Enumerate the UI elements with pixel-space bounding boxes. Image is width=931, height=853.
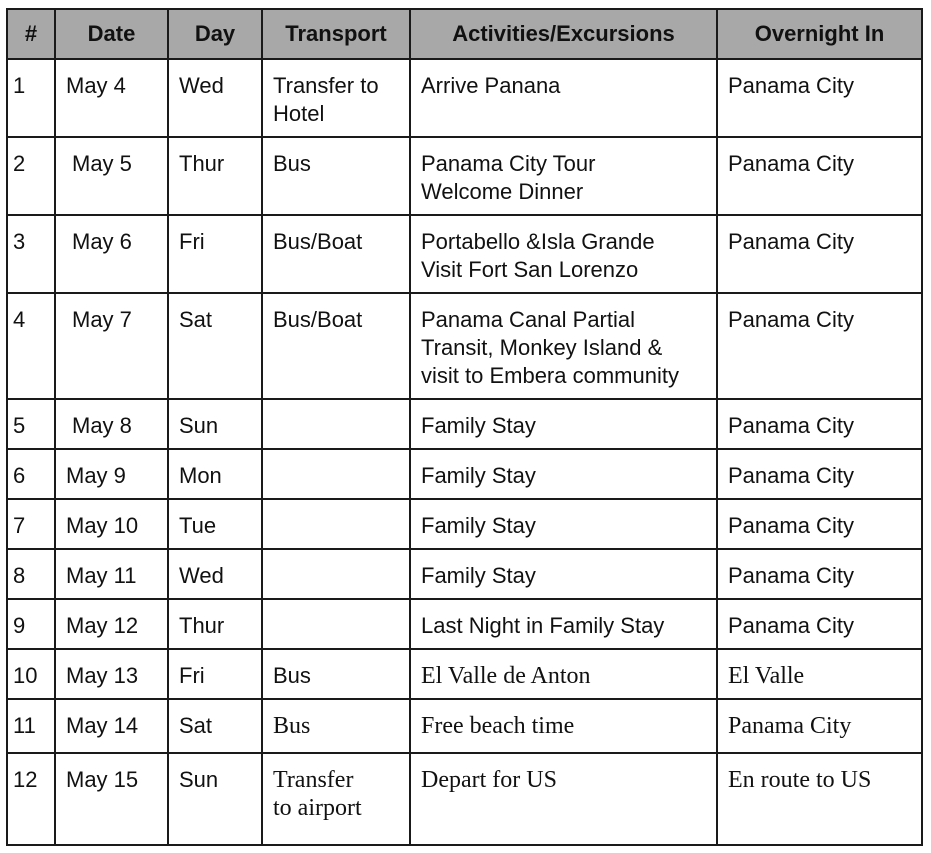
header-date: Date bbox=[55, 9, 168, 59]
row-transport bbox=[262, 499, 410, 549]
row-overnight: Panama City bbox=[717, 549, 922, 599]
row-number: 12 bbox=[7, 753, 55, 845]
activity-line: Visit Fort San Lorenzo bbox=[421, 257, 639, 282]
table-row bbox=[7, 293, 922, 399]
row-number: 8 bbox=[7, 549, 55, 599]
row-day: Thur bbox=[168, 599, 262, 649]
itinerary-table bbox=[6, 8, 923, 846]
row-day: Fri bbox=[168, 649, 262, 699]
row-activities bbox=[410, 293, 717, 399]
header-row bbox=[7, 9, 922, 59]
table-row bbox=[7, 649, 922, 699]
row-activities bbox=[410, 137, 717, 215]
row-number: 1 bbox=[7, 59, 55, 137]
table-row bbox=[7, 753, 922, 845]
row-overnight: Panama City bbox=[717, 599, 922, 649]
row-activities: Free beach time bbox=[410, 699, 717, 753]
row-transport: Bus bbox=[262, 699, 410, 753]
row-number: 10 bbox=[7, 649, 55, 699]
row-day: Sun bbox=[168, 399, 262, 449]
row-date: May 5 bbox=[55, 137, 168, 215]
row-transport bbox=[262, 59, 410, 137]
transport-line: to airport bbox=[273, 795, 362, 821]
activity-line: Panama Canal Partial bbox=[421, 307, 636, 332]
row-activities bbox=[410, 215, 717, 293]
row-overnight: Panama City bbox=[717, 499, 922, 549]
row-activities bbox=[410, 753, 717, 845]
activity-line: visit to Embera community bbox=[421, 363, 679, 388]
table-row bbox=[7, 549, 922, 599]
row-day: Wed bbox=[168, 549, 262, 599]
row-date: May 14 bbox=[55, 699, 168, 753]
row-date: May 7 bbox=[55, 293, 168, 399]
row-day: Thur bbox=[168, 137, 262, 215]
table-row bbox=[7, 449, 922, 499]
activity-line: Welcome Dinner bbox=[421, 179, 584, 204]
row-overnight: El Valle bbox=[717, 649, 922, 699]
row-day: Fri bbox=[168, 215, 262, 293]
row-day: Sat bbox=[168, 699, 262, 753]
row-activities bbox=[410, 59, 717, 137]
row-day: Mon bbox=[168, 449, 262, 499]
row-transport: Bus bbox=[262, 649, 410, 699]
row-activities: Family Stay bbox=[410, 399, 717, 449]
row-activities: Family Stay bbox=[410, 499, 717, 549]
row-date: May 9 bbox=[55, 449, 168, 499]
transport-line: Hotel bbox=[273, 101, 325, 126]
row-transport bbox=[262, 753, 410, 845]
row-number: 4 bbox=[7, 293, 55, 399]
row-day: Tue bbox=[168, 499, 262, 549]
row-date: May 8 bbox=[55, 399, 168, 449]
row-overnight: Panama City bbox=[717, 293, 922, 399]
activity-line: Transit, Monkey Island & bbox=[421, 335, 663, 360]
row-transport bbox=[262, 215, 410, 293]
row-date: May 13 bbox=[55, 649, 168, 699]
row-transport bbox=[262, 399, 410, 449]
row-overnight: Panama City bbox=[717, 215, 922, 293]
activity-line: Portabello &Isla Grande bbox=[421, 229, 655, 254]
row-transport bbox=[262, 137, 410, 215]
activity-line: Panama City Tour bbox=[421, 151, 596, 176]
header-day: Day bbox=[168, 9, 262, 59]
row-activities: Family Stay bbox=[410, 449, 717, 499]
activity-line: Arrive Panana bbox=[421, 73, 561, 98]
row-activities: Last Night in Family Stay bbox=[410, 599, 717, 649]
row-date: May 6 bbox=[55, 215, 168, 293]
row-overnight: En route to US bbox=[717, 753, 922, 845]
table-row bbox=[7, 499, 922, 549]
row-date: May 12 bbox=[55, 599, 168, 649]
row-date: May 15 bbox=[55, 753, 168, 845]
transport-line: Bus/Boat bbox=[273, 229, 363, 254]
transport-line: Transfer to bbox=[273, 73, 379, 98]
transport-line: Bus bbox=[273, 151, 311, 176]
row-number: 5 bbox=[7, 399, 55, 449]
table-row bbox=[7, 59, 922, 137]
row-number: 9 bbox=[7, 599, 55, 649]
table-row bbox=[7, 215, 922, 293]
table-row bbox=[7, 699, 922, 753]
activity-line: Depart for US bbox=[421, 767, 557, 793]
header-transport: Transport bbox=[262, 9, 410, 59]
transport-line: Transfer bbox=[273, 767, 354, 793]
row-activities: Family Stay bbox=[410, 549, 717, 599]
row-overnight: Panama City bbox=[717, 699, 922, 753]
row-overnight: Panama City bbox=[717, 449, 922, 499]
row-number: 2 bbox=[7, 137, 55, 215]
row-number: 3 bbox=[7, 215, 55, 293]
row-number: 11 bbox=[7, 699, 55, 753]
row-transport bbox=[262, 293, 410, 399]
row-overnight: Panama City bbox=[717, 59, 922, 137]
table-row bbox=[7, 137, 922, 215]
row-overnight: Panama City bbox=[717, 137, 922, 215]
transport-line: Bus/Boat bbox=[273, 307, 363, 332]
row-day: Sun bbox=[168, 753, 262, 845]
row-day: Sat bbox=[168, 293, 262, 399]
row-number: 6 bbox=[7, 449, 55, 499]
row-transport bbox=[262, 449, 410, 499]
header-activities: Activities/Excursions bbox=[410, 9, 717, 59]
row-overnight: Panama City bbox=[717, 399, 922, 449]
table-row bbox=[7, 599, 922, 649]
row-date: May 10 bbox=[55, 499, 168, 549]
header-num: # bbox=[7, 9, 55, 59]
row-activities: El Valle de Anton bbox=[410, 649, 717, 699]
row-day: Wed bbox=[168, 59, 262, 137]
row-date: May 11 bbox=[55, 549, 168, 599]
table-row bbox=[7, 399, 922, 449]
row-date: May 4 bbox=[55, 59, 168, 137]
row-number: 7 bbox=[7, 499, 55, 549]
row-transport bbox=[262, 599, 410, 649]
row-transport bbox=[262, 549, 410, 599]
header-overnight: Overnight In bbox=[717, 9, 922, 59]
